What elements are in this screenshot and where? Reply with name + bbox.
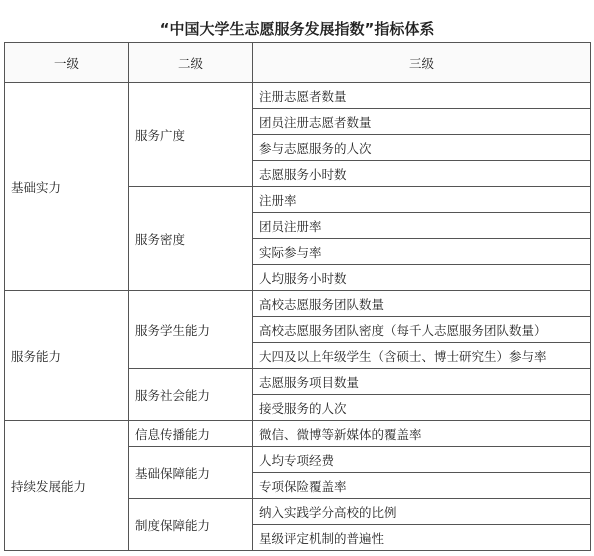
level-3-cell: 团员注册志愿者数量 xyxy=(253,109,591,135)
level-3-cell: 实际参与率 xyxy=(253,239,591,265)
header-level-2: 二级 xyxy=(129,43,253,83)
level-3-cell: 参与志愿服务的人次 xyxy=(253,135,591,161)
level-3-cell: 人均服务小时数 xyxy=(253,265,591,291)
level-3-cell: 纳入实践学分高校的比例 xyxy=(253,499,591,525)
level-3-cell: 注册志愿者数量 xyxy=(253,83,591,109)
level-3-cell: 人均专项经费 xyxy=(253,447,591,473)
table-row xyxy=(5,421,591,447)
level-2-cell: 信息传播能力 xyxy=(129,421,253,447)
level-1-cell: 持续发展能力 xyxy=(5,421,129,551)
level-3-cell: 接受服务的人次 xyxy=(253,395,591,421)
level-3-cell: 微信、微博等新媒体的覆盖率 xyxy=(253,421,591,447)
level-3-cell: 星级评定机制的普遍性 xyxy=(253,525,591,551)
level-2-cell: 基础保障能力 xyxy=(129,447,253,499)
table-header-row xyxy=(5,43,591,83)
level-1-cell: 基础实力 xyxy=(5,83,129,291)
indicator-table xyxy=(4,42,591,551)
level-3-cell: 专项保险覆盖率 xyxy=(253,473,591,499)
level-3-cell: 志愿服务项目数量 xyxy=(253,369,591,395)
level-1-cell: 服务能力 xyxy=(5,291,129,421)
level-3-cell: 高校志愿服务团队数量 xyxy=(253,291,591,317)
table-body xyxy=(5,83,591,551)
level-3-cell: 志愿服务小时数 xyxy=(253,161,591,187)
level-2-cell: 服务学生能力 xyxy=(129,291,253,369)
header-level-1: 一级 xyxy=(5,43,129,83)
page-title: “中国大学生志愿服务发展指数”指标体系 xyxy=(159,20,435,38)
level-2-cell: 服务广度 xyxy=(129,83,253,187)
level-3-cell: 大四及以上年级学生（含硕士、博士研究生）参与率 xyxy=(253,343,591,369)
level-2-cell: 服务密度 xyxy=(129,187,253,291)
level-3-cell: 高校志愿服务团队密度（每千人志愿服务团队数量） xyxy=(253,317,591,343)
table-row xyxy=(5,83,591,109)
level-3-cell: 注册率 xyxy=(253,187,591,213)
level-2-cell: 服务社会能力 xyxy=(129,369,253,421)
level-3-cell: 团员注册率 xyxy=(253,213,591,239)
level-2-cell: 制度保障能力 xyxy=(129,499,253,551)
header-level-3: 三级 xyxy=(253,43,591,83)
table-row xyxy=(5,291,591,317)
